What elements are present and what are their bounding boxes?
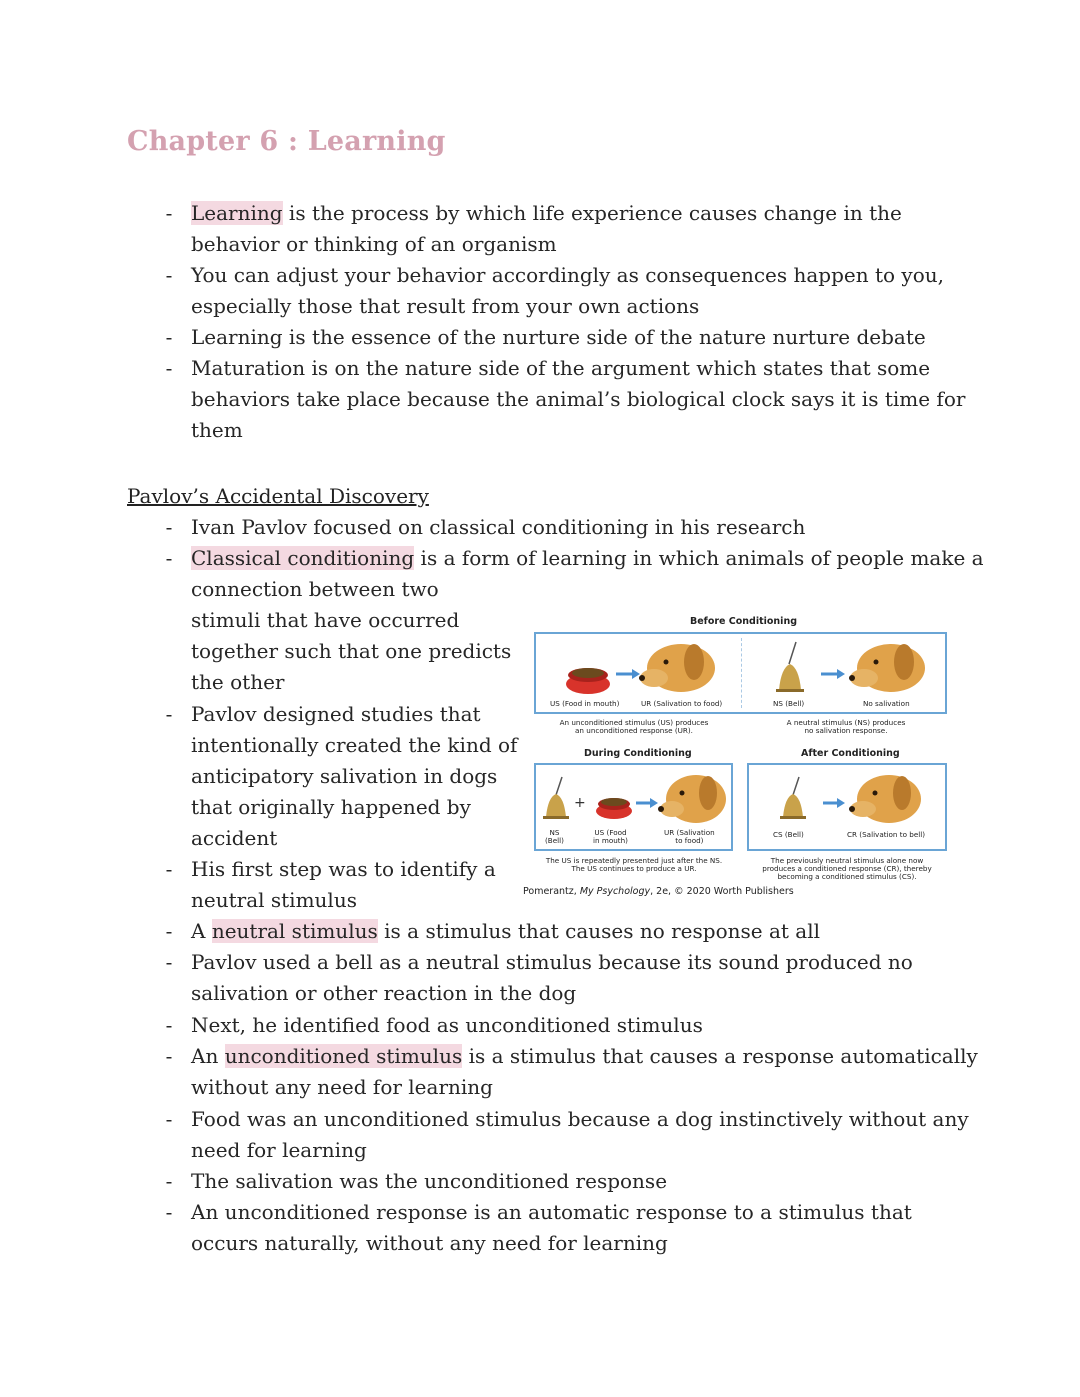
list-item — [165, 198, 902, 260]
arrow-icon — [821, 669, 845, 679]
bullet-dash: - — [165, 515, 173, 539]
text: His first step was to identify a — [191, 857, 496, 881]
bullet-dash: - — [165, 1107, 173, 1131]
bullet-dash: - — [165, 325, 173, 349]
text: is a form of learning in which animals of people make a — [414, 546, 984, 570]
text: accident — [191, 826, 278, 850]
text: An unconditioned response is an automatic response to a stimulus that — [191, 1200, 912, 1224]
bullet-dash: - — [165, 950, 173, 974]
text: anticipatory salivation in dogs — [191, 764, 498, 788]
text: is the process by which life experience causes change in the — [282, 201, 902, 225]
list-item — [165, 260, 944, 322]
during-conditioning-heading: During Conditioning — [584, 748, 692, 759]
ns-label: NS (Bell) — [773, 699, 805, 708]
text: is a stimulus that causes no response at all — [377, 919, 820, 943]
text: behavior or thinking of an organism — [191, 232, 557, 256]
food-bowl-icon — [566, 668, 610, 694]
text: them — [191, 418, 243, 442]
no-salivation-label: No salivation — [863, 699, 910, 708]
text: need for learning — [191, 1138, 367, 1162]
bullet-dash: - — [165, 263, 173, 287]
text: is a stimulus that causes a response automatically — [462, 1044, 978, 1068]
before-conditioning-panel — [534, 632, 947, 714]
section-heading: Pavlov’s Accidental Discovery — [127, 484, 429, 508]
dog-icon — [849, 644, 925, 692]
food-bowl-icon — [596, 798, 632, 819]
text: occurs naturally, without any need for learning — [191, 1231, 668, 1255]
bullet-dash: - — [165, 356, 173, 380]
after-conditioning-heading: After Conditioning — [801, 748, 900, 759]
list-item — [165, 1010, 703, 1041]
cr-label: CR (Salivation to bell) — [847, 830, 926, 839]
text: Pavlov designed studies that — [191, 702, 481, 726]
text: A — [191, 919, 212, 943]
panel-caption: A neutral stimulus (NS) produces no salivation response. — [786, 718, 906, 735]
list-item — [165, 1104, 969, 1166]
list-item — [165, 353, 966, 446]
bullet-dash: - — [165, 1044, 173, 1068]
list-item — [165, 1197, 912, 1259]
before-conditioning-heading: Before Conditioning — [690, 616, 798, 627]
figure-credit: Pomerantz, My Psychology, 2e, © 2020 Worth Publishers — [523, 886, 794, 897]
text: Learning is the essence of the nurture side of the nature nurture debate — [191, 325, 926, 349]
list-item — [165, 322, 926, 353]
ur-label: UR (Salivation to food) — [664, 828, 715, 845]
list-item — [165, 1041, 978, 1103]
text: Next, he identified food as unconditioned stimulus — [191, 1013, 703, 1037]
list-item — [165, 699, 518, 854]
text: intentionally created the kind of — [191, 733, 518, 757]
plus-sign: + — [574, 795, 586, 811]
list-item — [165, 947, 913, 1009]
text: Maturation is on the nature side of the argument which states that some — [191, 356, 931, 380]
bullet-dash: - — [165, 1013, 173, 1037]
bell-icon — [780, 777, 806, 819]
bullet-dash: - — [165, 919, 173, 943]
after-conditioning-panel — [747, 763, 947, 851]
during-conditioning-panel — [534, 763, 733, 851]
bullet-dash: - — [165, 702, 173, 726]
list-item — [165, 512, 806, 543]
bullet-dash: - — [165, 857, 173, 881]
text: connection between two — [191, 577, 439, 601]
dog-icon — [658, 775, 726, 823]
dog-icon — [849, 775, 921, 823]
bullet-dash: - — [165, 201, 173, 225]
cs-label: CS (Bell) — [773, 830, 804, 839]
arrow-icon — [636, 798, 658, 808]
arrow-icon — [616, 669, 640, 679]
ur-label: UR (Salivation to food) — [641, 699, 723, 708]
text: Pavlov used a bell as a neutral stimulus because its sound produced no — [191, 950, 913, 974]
conditioning-figure — [520, 612, 950, 904]
highlighted-term: unconditioned stimulus — [224, 1044, 463, 1068]
text: behaviors take place because the animal’s biological clock says it is time for — [191, 387, 966, 411]
text: together such that one predicts — [191, 639, 512, 663]
text: An — [191, 1044, 225, 1068]
text: neutral stimulus — [191, 888, 357, 912]
highlighted-term: Learning — [191, 201, 283, 225]
text: Ivan Pavlov focused on classical conditioning in his research — [191, 515, 806, 539]
highlighted-term: Classical conditioning — [191, 546, 415, 570]
text: especially those that result from your own actions — [191, 294, 700, 318]
panel-caption: An unconditioned stimulus (US) produces an unconditioned response (UR). — [559, 718, 709, 735]
arrow-icon — [823, 798, 845, 808]
bell-icon — [776, 642, 804, 692]
text: The salivation was the unconditioned response — [191, 1169, 668, 1193]
page-title: Chapter 6 : Learning — [127, 126, 446, 157]
us-label: US (Food in mouth) — [593, 828, 628, 845]
panel-caption: The US is repeatedly presented just after the NS. The US continues to produce a UR. — [545, 856, 723, 873]
bell-icon — [543, 777, 569, 819]
us-label: US (Food in mouth) — [550, 699, 620, 708]
dog-icon — [639, 644, 715, 692]
text: that originally happened by — [191, 795, 471, 819]
bullet-dash: - — [165, 1200, 173, 1224]
panel-caption: The previously neutral stimulus alone now produces a conditioned response (CR), thereby becoming a conditioned stimulus (CS). — [762, 856, 932, 881]
highlighted-term: neutral stimulus — [211, 919, 378, 943]
list-item — [165, 916, 820, 947]
list-item — [165, 1166, 668, 1197]
bullet-dash: - — [165, 1169, 173, 1193]
text: You can adjust your behavior accordingly as consequences happen to you, — [191, 263, 944, 287]
text: the other — [191, 670, 285, 694]
text: Food was an unconditioned stimulus because a dog instinctively without any — [191, 1107, 969, 1131]
list-item — [165, 854, 496, 916]
ns-label: NS (Bell) — [545, 828, 564, 845]
bullet-dash: - — [165, 546, 173, 570]
text: stimuli that have occurred — [191, 608, 460, 632]
text: without any need for learning — [191, 1075, 493, 1099]
text: salivation or other reaction in the dog — [191, 981, 577, 1005]
